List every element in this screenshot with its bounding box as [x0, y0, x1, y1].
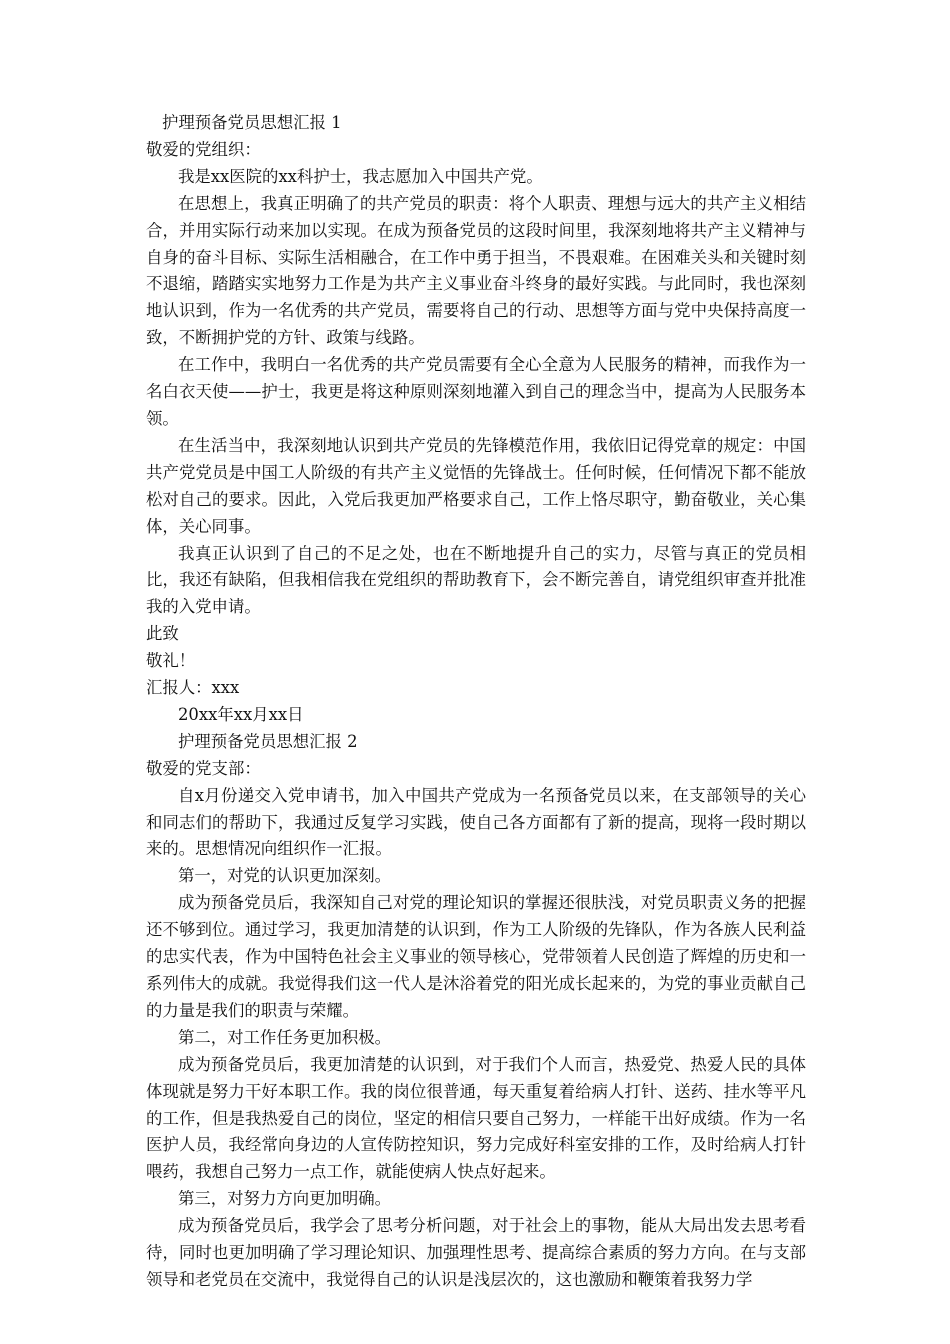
report-1-closing: 此致 [146, 624, 179, 644]
report-2-heading: 第一，对党的认识更加深刻。 [178, 866, 392, 886]
report-2-heading: 第三，对努力方向更加明确。 [178, 1189, 392, 1209]
report-1-paragraph: 在思想上，我真正明确了的共产党员的职责：将个人职责、理想与远大的共产主义相结合，并用实际行动来加以实现。在成为预备党员的这段时间里，我深刻地将共产主义精神与自身的奋斗目标、实际生活相融合，在工作中勇于担当，不畏艰难。在困难关头和关键时刻不退缩，踏踏实实地努力工作是为共产主义事业奋斗终身的最好实践。与此同时，我也深刻地认识到，作为一名优秀的共产党员，需要将自己的行动、思想等方面与党中央保持高度一致，不断拥护党的方针、政策与线路。 [146, 193, 806, 348]
report-2-paragraph: 成为预备党员后，我更加清楚的认识到，对于我们个人而言，热爱党、热爱人民的具体体现就是努力干好本职工作。我的岗位很普通，每天重复着给病人打针、送药、挂水等平凡的工作，但是我热爱自己的岗位，坚定的相信只要自己努力，一样能干出好成绩。作为一名医护人员，我经常向身边的人宣传防控知识，努力完成好科室安排的工作，及时给病人打针喂药，我想自己努力一点工作，就能使病人快点好起来。 [146, 1054, 806, 1182]
document-page [146, 110, 806, 1294]
report-2-salutation: 敬爱的党支部： [146, 758, 261, 778]
report-1-date: 20xx年xx月xx日 [178, 704, 304, 724]
report-2-heading: 第二，对工作任务更加积极。 [178, 1027, 392, 1047]
report-2-paragraph: 成为预备党员后，我学会了思考分析问题，对于社会上的事物，能从大局出发去思考看待，同时也更加明确了学习理论知识、加强理性思考、提高综合素质的努力方向。在与支部领导和老党员在交流中，我觉得自己的认识是浅层次的，这也激励和鞭策着我努力学 [146, 1216, 806, 1289]
report-1-reporter: 汇报人：xxx [146, 678, 240, 698]
report-1-salutation: 敬爱的党组织： [146, 139, 261, 159]
report-1-paragraph: 我真正认识到了自己的不足之处，也在不断地提升自己的实力，尽管与真正的党员相比，我还有缺陷，但我相信我在党组织的帮助教育下，会不断完善自，请党组织审查并批准我的入党申请。 [146, 543, 806, 617]
report-2-paragraph: 自x月份递交入党申请书，加入中国共产党成为一名预备党员以来，在支部领导的关心和同志们的帮助下，我通过反复学习实践，使自己各方面都有了新的提高，现将一段时期以来的。思想情况向组织作一汇报。 [146, 785, 806, 859]
report-1-title: 护理预备党员思想汇报 1 [162, 113, 342, 132]
report-1-paragraph: 我是xx医院的xx科护士，我志愿加入中国共产党。 [178, 166, 543, 186]
report-1-paragraph: 在生活当中，我深刻地认识到共产党员的先锋模范作用，我依旧记得党章的规定：中国共产党党员是中国工人阶级的有共产主义觉悟的先锋战士。任何时候，任何情况下都不能放松对自己的要求。因此，入党后我更加严格要求自己，工作上恪尽职守，勤奋敬业，关心集体，关心同事。 [146, 435, 806, 536]
report-2-title: 护理预备党员思想汇报 2 [178, 731, 358, 751]
report-1-paragraph: 在工作中，我明白一名优秀的共产党员需要有全心全意为人民服务的精神，而我作为一名白衣天使——护士，我更是将这种原则深刻地灌入到自己的理念当中，提高为人民服务本领。 [146, 355, 806, 428]
report-1-closing-salute: 敬礼！ [146, 651, 196, 671]
report-2-paragraph: 成为预备党员后，我深知自己对党的理论知识的掌握还很肤浅，对党员职责义务的把握还不够到位。通过学习，我更加清楚的认识到，作为工人阶级的先锋队，作为各族人民利益的忠实代表，作为中国特色社会主义事业的领导核心，党带领着人民创造了辉煌的历史和一系列伟大的成就。我觉得我们这一代人是沐浴着党的阳光成长起来的，为党的事业贡献自己的力量是我们的职责与荣耀。 [146, 893, 806, 1020]
